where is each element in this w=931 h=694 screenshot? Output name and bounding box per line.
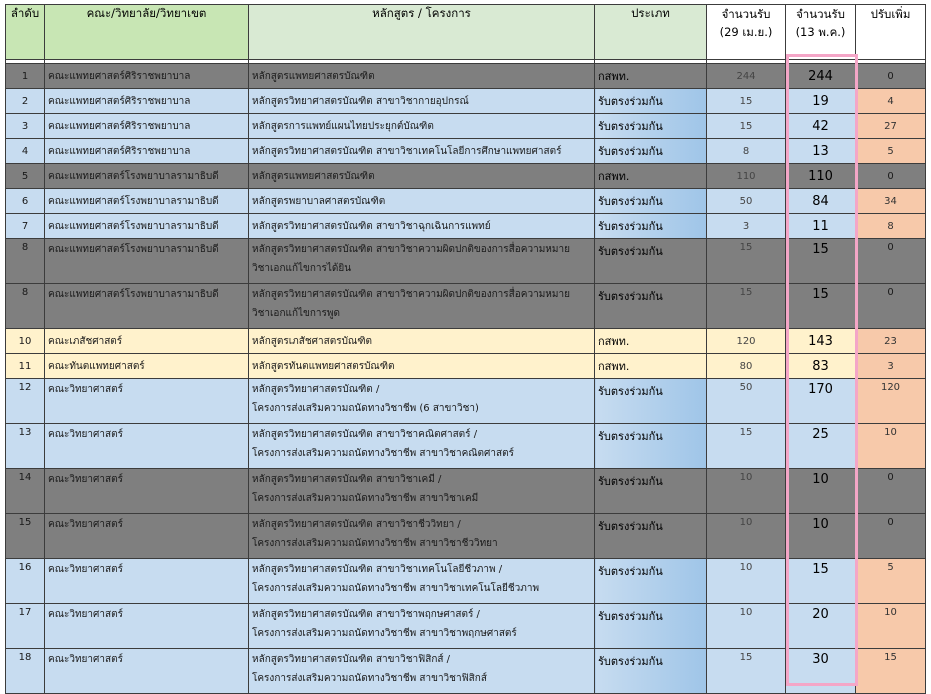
row-order[interactable]: 3 bbox=[6, 114, 45, 139]
program-line-2: โครงการส่งเสริมความถนัดทางวิชาชีพ (6 สาขาวิชา) bbox=[252, 403, 479, 414]
row-quota-may[interactable]: 11 bbox=[786, 214, 856, 239]
row-increase[interactable]: 0 bbox=[856, 284, 926, 329]
row-quota-apr[interactable]: 10 bbox=[707, 559, 786, 604]
row-program[interactable] bbox=[249, 649, 595, 694]
row-program[interactable] bbox=[249, 214, 595, 239]
row-program[interactable] bbox=[249, 189, 595, 214]
program-line-1: หลักสูตรเภสัชศาสตรบัณฑิต bbox=[252, 335, 372, 347]
row-order[interactable]: 5 bbox=[6, 164, 45, 189]
table-row bbox=[6, 354, 926, 379]
row-order[interactable]: 4 bbox=[6, 139, 45, 164]
row-quota-apr[interactable]: 15 bbox=[707, 649, 786, 694]
row-faculty[interactable]: คณะแพทยศาสตร์โรงพยาบาลรามาธิบดี bbox=[45, 189, 249, 214]
row-quota-apr[interactable]: 10 bbox=[707, 514, 786, 559]
row-order[interactable]: 1 bbox=[6, 64, 45, 89]
program-line-1: หลักสูตรทันตแพทยศาสตรบัณฑิต bbox=[252, 360, 395, 372]
row-quota-may[interactable]: 15 bbox=[786, 559, 856, 604]
row-program[interactable] bbox=[249, 379, 595, 424]
table-row bbox=[6, 189, 926, 214]
row-program[interactable] bbox=[249, 284, 595, 329]
row-quota-may[interactable]: 10 bbox=[786, 469, 856, 514]
row-quota-may[interactable]: 15 bbox=[786, 284, 856, 329]
row-program[interactable] bbox=[249, 64, 595, 89]
row-type[interactable]: รับตรงร่วมกัน bbox=[595, 559, 707, 604]
row-program[interactable] bbox=[249, 89, 595, 114]
header-quota-may[interactable] bbox=[786, 5, 856, 60]
row-type[interactable]: รับตรงร่วมกัน bbox=[595, 649, 707, 694]
row-quota-may[interactable]: 83 bbox=[786, 354, 856, 379]
row-type[interactable]: รับตรงร่วมกัน bbox=[595, 284, 707, 329]
header-quota-apr-line1: จำนวนรับ bbox=[721, 7, 771, 21]
row-type[interactable]: รับตรงร่วมกัน bbox=[595, 514, 707, 559]
row-faculty[interactable]: คณะวิทยาศาสตร์ bbox=[45, 649, 249, 694]
program-line-2: โครงการส่งเสริมความถนัดทางวิชาชีพ สาขาวิชาเทคโนโลยีชีวภาพ bbox=[252, 583, 540, 594]
row-order[interactable]: 7 bbox=[6, 214, 45, 239]
row-quota-apr[interactable]: 110 bbox=[707, 164, 786, 189]
table-row bbox=[6, 89, 926, 114]
table-row bbox=[6, 649, 926, 694]
row-increase[interactable]: 5 bbox=[856, 139, 926, 164]
program-line-1: หลักสูตรแพทยศาสตรบัณฑิต bbox=[252, 70, 375, 82]
table-body bbox=[6, 60, 926, 694]
row-quota-apr[interactable]: 15 bbox=[707, 89, 786, 114]
row-program[interactable] bbox=[249, 139, 595, 164]
row-increase[interactable]: 10 bbox=[856, 424, 926, 469]
row-faculty[interactable]: คณะแพทยศาสตร์โรงพยาบาลรามาธิบดี bbox=[45, 164, 249, 189]
row-quota-apr[interactable]: 15 bbox=[707, 284, 786, 329]
row-order[interactable]: 14 bbox=[6, 469, 45, 514]
row-quota-apr[interactable]: 244 bbox=[707, 64, 786, 89]
row-order[interactable]: 10 bbox=[6, 329, 45, 354]
row-faculty[interactable]: คณะแพทยศาสตร์ศิริราชพยาบาล bbox=[45, 89, 249, 114]
row-quota-apr[interactable]: 50 bbox=[707, 189, 786, 214]
row-type[interactable]: รับตรงร่วมกัน bbox=[595, 89, 707, 114]
row-order[interactable]: 18 bbox=[6, 649, 45, 694]
row-faculty[interactable]: คณะแพทยศาสตร์ศิริราชพยาบาล bbox=[45, 64, 249, 89]
row-increase[interactable]: 4 bbox=[856, 89, 926, 114]
row-program[interactable] bbox=[249, 424, 595, 469]
row-program[interactable] bbox=[249, 114, 595, 139]
row-order[interactable]: 11 bbox=[6, 354, 45, 379]
row-quota-may[interactable]: 42 bbox=[786, 114, 856, 139]
row-increase[interactable]: 23 bbox=[856, 329, 926, 354]
row-increase[interactable]: 34 bbox=[856, 189, 926, 214]
row-quota-may[interactable]: 84 bbox=[786, 189, 856, 214]
header-type[interactable]: ประเภท bbox=[595, 5, 707, 60]
row-order[interactable]: 6 bbox=[6, 189, 45, 214]
row-faculty[interactable]: คณะวิทยาศาสตร์ bbox=[45, 379, 249, 424]
table-row bbox=[6, 284, 926, 329]
row-order[interactable]: 13 bbox=[6, 424, 45, 469]
row-type[interactable]: รับตรงร่วมกัน bbox=[595, 114, 707, 139]
row-order[interactable]: 12 bbox=[6, 379, 45, 424]
row-quota-may[interactable]: 170 bbox=[786, 379, 856, 424]
table-row bbox=[6, 379, 926, 424]
row-program[interactable] bbox=[249, 604, 595, 649]
row-increase[interactable]: 3 bbox=[856, 354, 926, 379]
header-quota-may-line2: (13 พ.ค.) bbox=[795, 25, 846, 39]
row-quota-apr[interactable]: 15 bbox=[707, 424, 786, 469]
table-row bbox=[6, 139, 926, 164]
program-line-1: หลักสูตรวิทยาศาสตรบัณฑิต สาขาวิชาฉุกเฉินการแพทย์ bbox=[252, 220, 491, 232]
row-order[interactable]: 15 bbox=[6, 514, 45, 559]
row-increase[interactable]: 0 bbox=[856, 164, 926, 189]
row-quota-may[interactable]: 20 bbox=[786, 604, 856, 649]
row-program[interactable] bbox=[249, 329, 595, 354]
row-quota-may[interactable]: 19 bbox=[786, 89, 856, 114]
table-row bbox=[6, 514, 926, 559]
row-quota-apr[interactable]: 10 bbox=[707, 604, 786, 649]
table-row bbox=[6, 469, 926, 514]
row-increase[interactable]: 0 bbox=[856, 514, 926, 559]
row-type[interactable]: กสพท. bbox=[595, 64, 707, 89]
header-order[interactable]: ลำดับ bbox=[6, 5, 45, 60]
program-line-1: หลักสูตรวิทยาศาสตรบัณฑิต สาขาวิชาความผิดปกติของการสื่อความหมาย bbox=[252, 244, 570, 255]
row-quota-apr[interactable]: 120 bbox=[707, 329, 786, 354]
table-row bbox=[6, 424, 926, 469]
row-faculty[interactable]: คณะทันตแพทยศาสตร์ bbox=[45, 354, 249, 379]
row-faculty[interactable]: คณะวิทยาศาสตร์ bbox=[45, 514, 249, 559]
row-program[interactable] bbox=[249, 514, 595, 559]
table-row bbox=[6, 64, 926, 89]
row-increase[interactable]: 5 bbox=[856, 559, 926, 604]
row-quota-apr[interactable]: 80 bbox=[707, 354, 786, 379]
row-increase[interactable]: 0 bbox=[856, 239, 926, 284]
row-faculty[interactable]: คณะแพทยศาสตร์โรงพยาบาลรามาธิบดี bbox=[45, 239, 249, 284]
header-row bbox=[6, 5, 926, 60]
program-line-1: หลักสูตรวิทยาศาสตรบัณฑิต สาขาวิชาพฤกษศาสตร์ / bbox=[252, 609, 480, 620]
row-quota-may[interactable]: 13 bbox=[786, 139, 856, 164]
row-faculty[interactable]: คณะแพทยศาสตร์ศิริราชพยาบาล bbox=[45, 139, 249, 164]
header-increase[interactable]: ปรับเพิ่ม bbox=[856, 5, 926, 60]
row-quota-may[interactable]: 143 bbox=[786, 329, 856, 354]
row-faculty[interactable]: คณะวิทยาศาสตร์ bbox=[45, 604, 249, 649]
row-quota-apr[interactable]: 15 bbox=[707, 114, 786, 139]
program-line-1: หลักสูตรแพทยศาสตรบัณฑิต bbox=[252, 170, 375, 182]
row-faculty[interactable]: คณะวิทยาศาสตร์ bbox=[45, 469, 249, 514]
table-row bbox=[6, 214, 926, 239]
row-order[interactable]: 8 bbox=[6, 284, 45, 329]
row-order[interactable]: 17 bbox=[6, 604, 45, 649]
header-quota-apr-line2: (29 เม.ย.) bbox=[719, 25, 773, 39]
row-type[interactable]: รับตรงร่วมกัน bbox=[595, 239, 707, 284]
row-quota-may[interactable]: 25 bbox=[786, 424, 856, 469]
program-line-1: หลักสูตรวิทยาศาสตรบัณฑิต สาขาวิชาชีววิทยา / bbox=[252, 519, 461, 530]
program-line-2: โครงการส่งเสริมความถนัดทางวิชาชีพ สาขาวิชาเคมี bbox=[252, 493, 479, 504]
row-type[interactable]: รับตรงร่วมกัน bbox=[595, 379, 707, 424]
row-quota-apr[interactable]: 15 bbox=[707, 239, 786, 284]
row-quota-may[interactable]: 15 bbox=[786, 239, 856, 284]
row-quota-apr[interactable]: 10 bbox=[707, 469, 786, 514]
program-line-1: หลักสูตรวิทยาศาสตรบัณฑิต สาขาวิชาเทคโนโลยีชีวภาพ / bbox=[252, 564, 503, 575]
table-row bbox=[6, 559, 926, 604]
header-faculty[interactable]: คณะ/วิทยาลัย/วิทยาเขต bbox=[45, 5, 249, 60]
program-line-1: หลักสูตรวิทยาศาสตรบัณฑิต สาขาวิชาเคมี / bbox=[252, 474, 442, 485]
row-order[interactable]: 8 bbox=[6, 239, 45, 284]
table-row bbox=[6, 329, 926, 354]
row-program[interactable] bbox=[249, 354, 595, 379]
program-line-2: วิชาเอกแก้ไขการได้ยิน bbox=[252, 263, 352, 274]
header-program[interactable]: หลักสูตร / โครงการ bbox=[249, 5, 595, 60]
program-line-1: หลักสูตรพยาบาลศาสตรบัณฑิต bbox=[252, 195, 386, 207]
program-line-1: หลักสูตรวิทยาศาสตรบัณฑิต สาขาวิชากายอุปกรณ์ bbox=[252, 95, 469, 107]
row-increase[interactable]: 120 bbox=[856, 379, 926, 424]
row-quota-may[interactable]: 110 bbox=[786, 164, 856, 189]
row-quota-apr[interactable]: 8 bbox=[707, 139, 786, 164]
row-quota-apr[interactable]: 50 bbox=[707, 379, 786, 424]
program-line-1: หลักสูตรวิทยาศาสตรบัณฑิต สาขาวิชาเทคโนโลยีการศึกษาแพทยศาสตร์ bbox=[252, 145, 562, 157]
row-type[interactable]: รับตรงร่วมกัน bbox=[595, 189, 707, 214]
row-type[interactable]: รับตรงร่วมกัน bbox=[595, 604, 707, 649]
table-row bbox=[6, 604, 926, 649]
program-line-1: หลักสูตรวิทยาศาสตรบัณฑิต / bbox=[252, 384, 380, 395]
row-type[interactable]: รับตรงร่วมกัน bbox=[595, 469, 707, 514]
program-line-2: โครงการส่งเสริมความถนัดทางวิชาชีพ สาขาวิชาพฤกษศาสตร์ bbox=[252, 628, 517, 639]
row-faculty[interactable]: คณะแพทยศาสตร์โรงพยาบาลรามาธิบดี bbox=[45, 214, 249, 239]
row-type[interactable]: รับตรงร่วมกัน bbox=[595, 139, 707, 164]
program-line-1: หลักสูตรวิทยาศาสตรบัณฑิต สาขาวิชาฟิสิกส์ / bbox=[252, 654, 451, 665]
table-row bbox=[6, 164, 926, 189]
row-quota-may[interactable]: 10 bbox=[786, 514, 856, 559]
row-order[interactable]: 2 bbox=[6, 89, 45, 114]
row-faculty[interactable]: คณะแพทยศาสตร์ศิริราชพยาบาล bbox=[45, 114, 249, 139]
table-row bbox=[6, 114, 926, 139]
row-type[interactable]: กสพท. bbox=[595, 354, 707, 379]
row-faculty[interactable]: คณะวิทยาศาสตร์ bbox=[45, 559, 249, 604]
row-type[interactable]: รับตรงร่วมกัน bbox=[595, 424, 707, 469]
row-increase[interactable]: 0 bbox=[856, 469, 926, 514]
program-line-2: โครงการส่งเสริมความถนัดทางวิชาชีพ สาขาวิชาคณิตศาสตร์ bbox=[252, 448, 514, 459]
row-increase[interactable]: 15 bbox=[856, 649, 926, 694]
row-type[interactable]: กสพท. bbox=[595, 329, 707, 354]
program-line-2: โครงการส่งเสริมความถนัดทางวิชาชีพ สาขาวิชาฟิสิกส์ bbox=[252, 673, 487, 684]
program-line-2: โครงการส่งเสริมความถนัดทางวิชาชีพ สาขาวิชาชีววิทยา bbox=[252, 538, 498, 549]
row-quota-may[interactable]: 30 bbox=[786, 649, 856, 694]
row-type[interactable]: กสพท. bbox=[595, 164, 707, 189]
row-program[interactable] bbox=[249, 164, 595, 189]
program-line-1: หลักสูตรการแพทย์แผนไทยประยุกต์บัณฑิต bbox=[252, 120, 434, 132]
row-order[interactable]: 16 bbox=[6, 559, 45, 604]
row-program[interactable] bbox=[249, 559, 595, 604]
header-quota-apr[interactable] bbox=[707, 5, 786, 60]
row-program[interactable] bbox=[249, 239, 595, 284]
row-program[interactable] bbox=[249, 469, 595, 514]
row-faculty[interactable]: คณะแพทยศาสตร์โรงพยาบาลรามาธิบดี bbox=[45, 284, 249, 329]
row-faculty[interactable]: คณะเภสัชศาสตร์ bbox=[45, 329, 249, 354]
row-increase[interactable]: 27 bbox=[856, 114, 926, 139]
row-increase[interactable]: 8 bbox=[856, 214, 926, 239]
row-quota-may[interactable]: 244 bbox=[786, 64, 856, 89]
program-line-1: หลักสูตรวิทยาศาสตรบัณฑิต สาขาวิชาความผิดปกติของการสื่อความหมาย bbox=[252, 289, 570, 300]
header-quota-may-line1: จำนวนรับ bbox=[796, 7, 845, 21]
program-line-1: หลักสูตรวิทยาศาสตรบัณฑิต สาขาวิชาคณิตศาสตร์ / bbox=[252, 429, 478, 440]
row-increase[interactable]: 10 bbox=[856, 604, 926, 649]
row-increase[interactable]: 0 bbox=[856, 64, 926, 89]
admission-quota-table bbox=[5, 4, 926, 694]
program-line-2: วิชาเอกแก้ไขการพูด bbox=[252, 308, 340, 319]
row-quota-apr[interactable]: 3 bbox=[707, 214, 786, 239]
row-faculty[interactable]: คณะวิทยาศาสตร์ bbox=[45, 424, 249, 469]
table-row bbox=[6, 239, 926, 284]
row-type[interactable]: รับตรงร่วมกัน bbox=[595, 214, 707, 239]
